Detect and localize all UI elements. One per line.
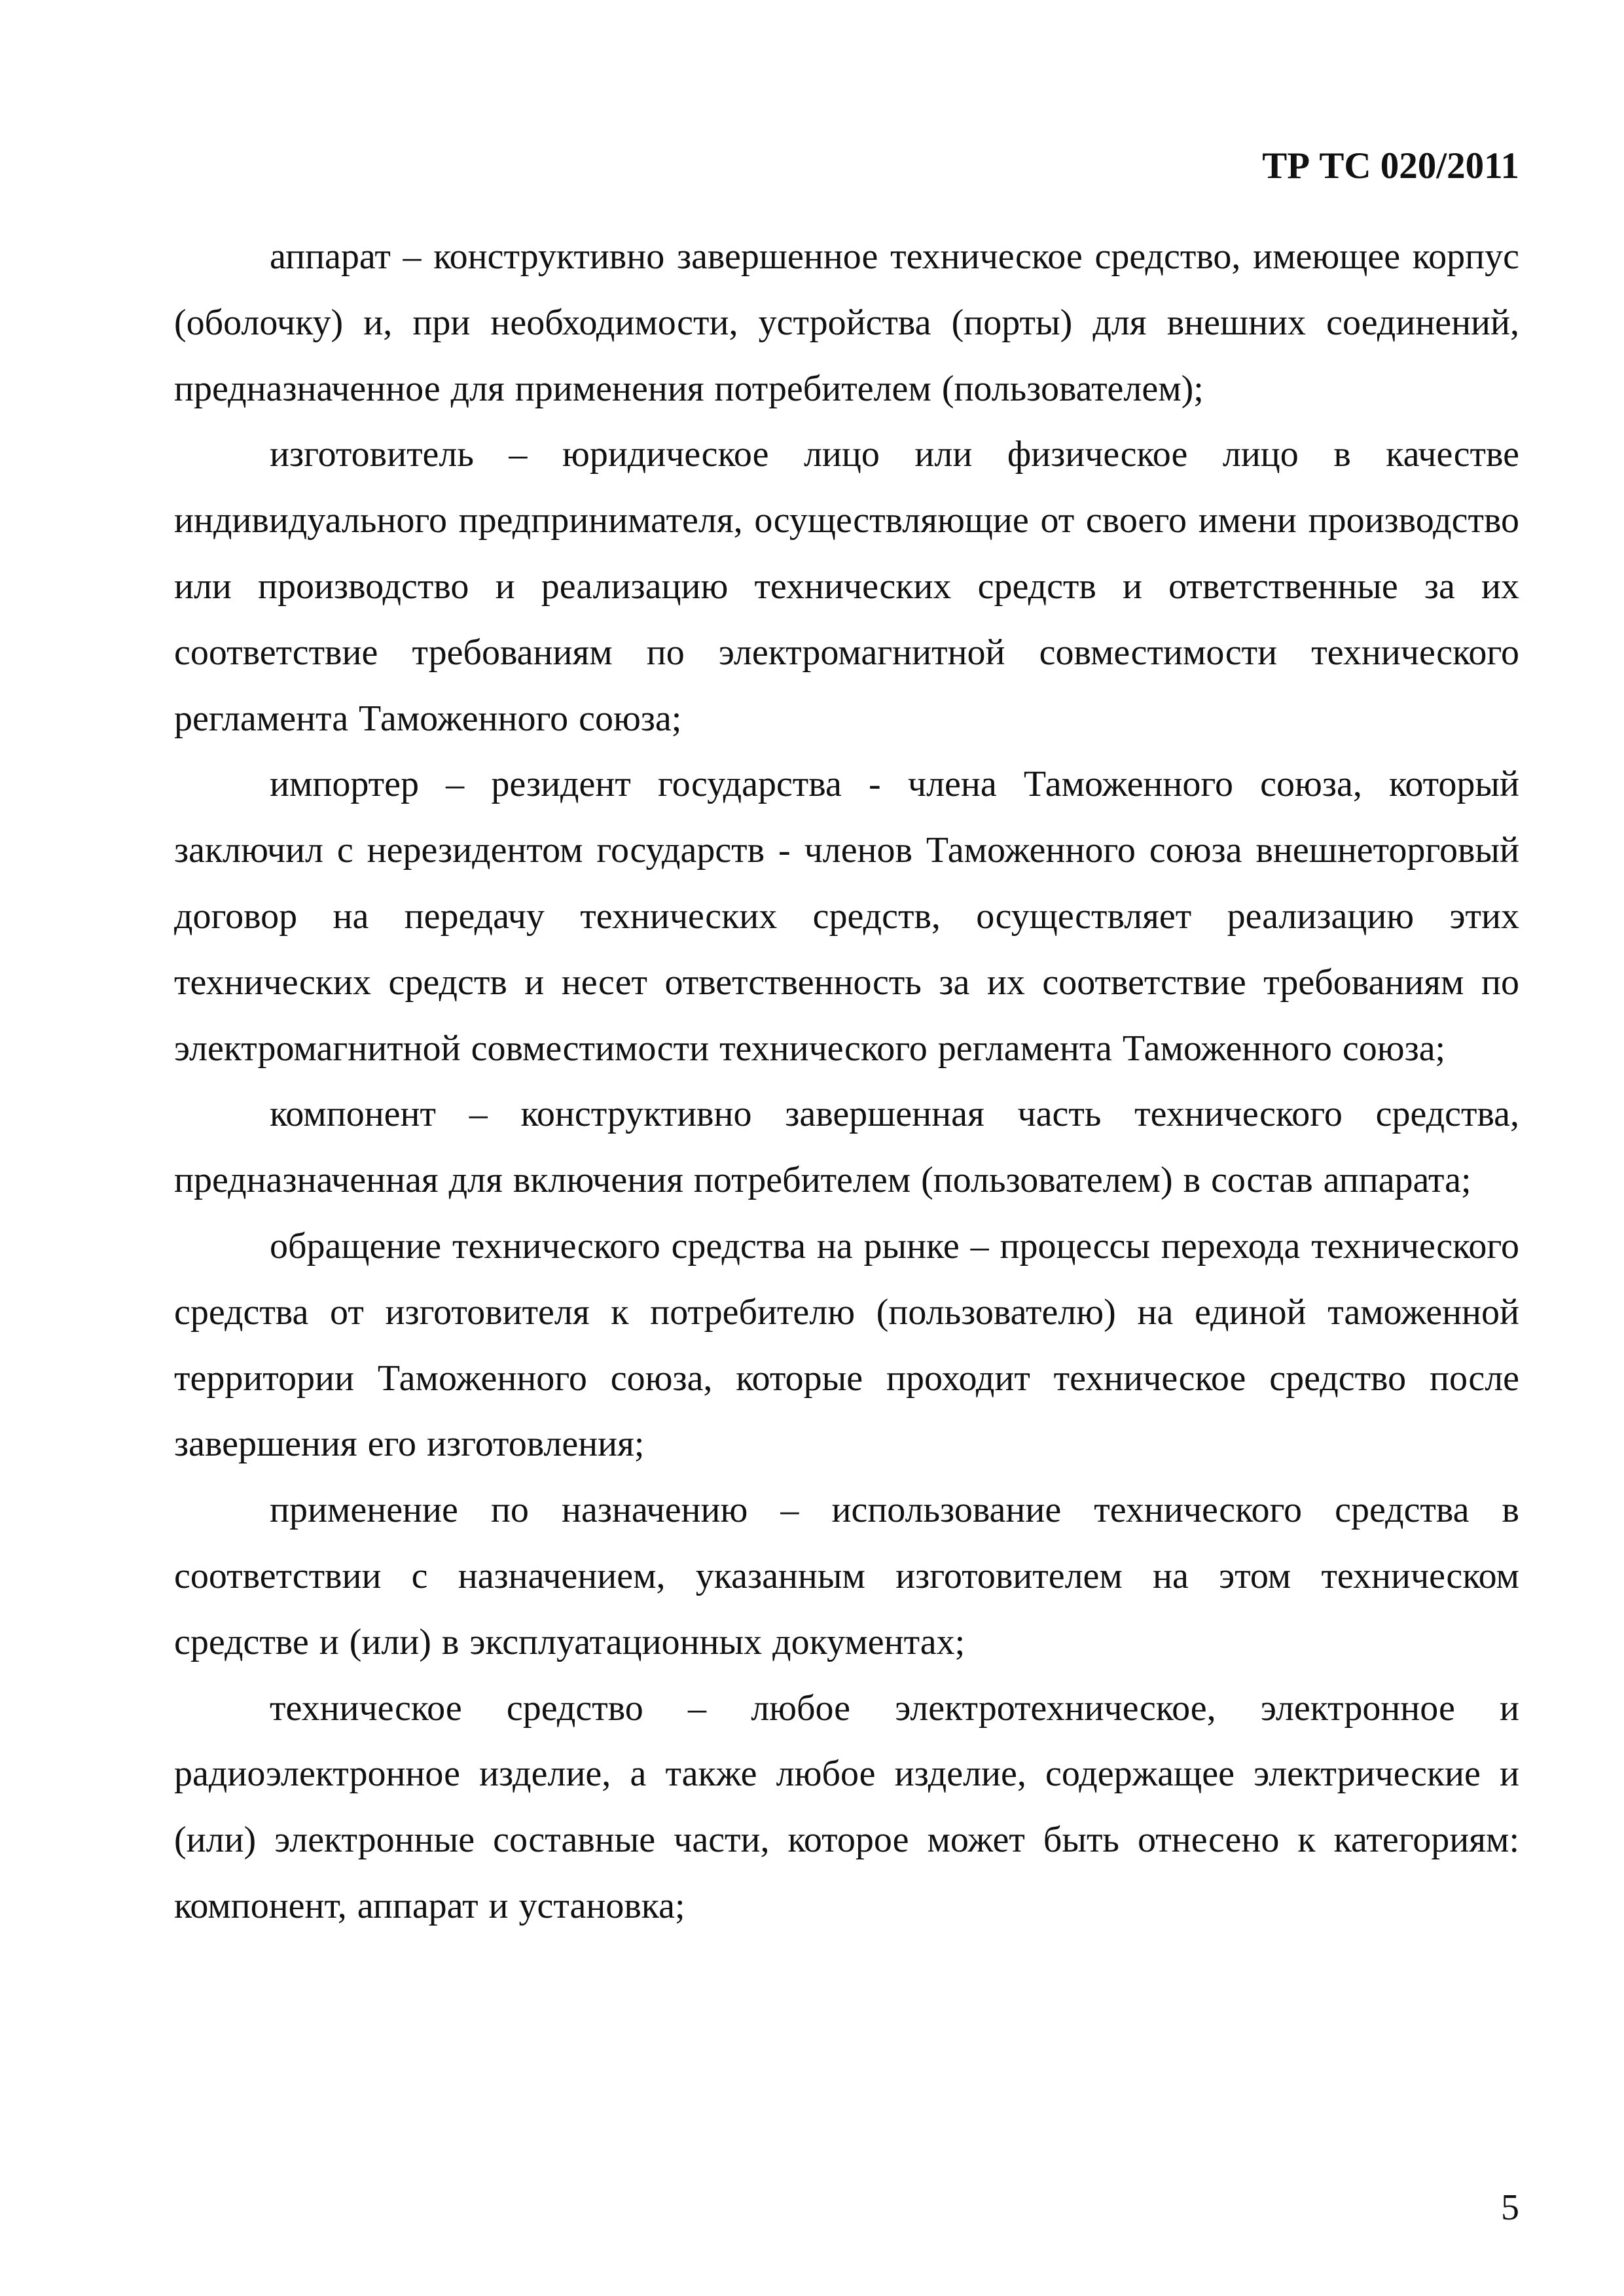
definition-apparatus	[174, 224, 1519, 422]
definition-text-importer: резидент государства - члена Таможенного союза, который заключил с нерезидентом государств - членов Таможенного союза внешнеторговый договор на передачу технических средств, осуществляет реализацию этих технических средств и несет ответственность за их соответствие требованиям по электромагнитной совместимости технического регламента Таможенного союза;	[174, 764, 1519, 1069]
term-technical-means: техническое средство –	[270, 1687, 751, 1729]
definition-market-circulation	[174, 1213, 1519, 1477]
definition-text-manufacturer: юридическое лицо или физическое лицо в качестве индивидуального предпринимателя, осуществляющие от своего имени производство или производство и реализацию технических средств и ответственные за их соответствие требованиям по электромагнитной совместимости технического регламента Таможенного союза;	[174, 434, 1519, 739]
definition-text-technical-means: любое электротехническое, электронное и радиоэлектронное изделие, а также любое изделие, содержащее электрические и (или) электронные составные части, которое может быть отнесено к категориям: компонент, аппарат и установка;	[174, 1687, 1519, 1926]
definition-text-intended-use: использование технического средства в соответствии с назначением, указанным изготовителем на этом техническом средстве и (или) в эксплуатационных документах;	[174, 1490, 1520, 1662]
definition-text-market-circulation: процессы перехода технического средства от изготовителя к потребителю (пользователю) на единой таможенной территории Таможенного союза, которые проходит техническое средство после завершения его изготовления;	[174, 1225, 1519, 1465]
term-component: компонент –	[270, 1094, 521, 1135]
term-importer: импортер –	[270, 764, 492, 805]
definition-text-apparatus: конструктивно завершенное техническое средство, имеющее корпус (оболочку) и, при необходимости, устройства (порты) для внешних соединений, предназначенное для применения потребителем (пользователем);	[174, 236, 1519, 409]
definition-importer	[174, 751, 1519, 1081]
term-market-circulation: обращение технического средства на рынке –	[270, 1225, 1000, 1266]
definition-manufacturer	[174, 422, 1519, 751]
term-apparatus: аппарат –	[270, 236, 434, 277]
term-intended-use: применение по назначению –	[270, 1490, 832, 1531]
definition-text-component: конструктивно завершенная часть технического средства, предназначенная для включения потребителем (пользователем) в состав аппарата;	[174, 1094, 1520, 1201]
term-manufacturer: изготовитель –	[270, 434, 562, 475]
definition-technical-means	[174, 1676, 1519, 1939]
definition-intended-use	[174, 1477, 1519, 1675]
definitions-list	[174, 224, 1519, 1939]
document-code: ТР ТС 020/2011	[1262, 145, 1519, 187]
definition-component	[174, 1081, 1519, 1213]
page-number: 5	[1501, 2187, 1519, 2228]
